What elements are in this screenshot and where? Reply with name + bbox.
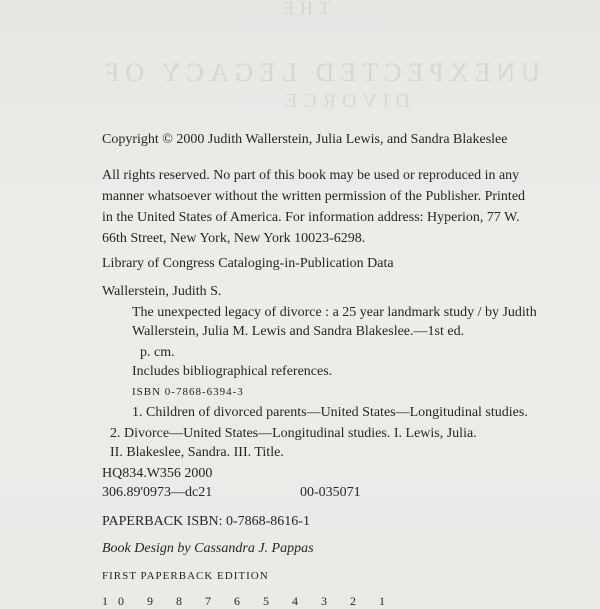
cip-author: Wallerstein, Judith S. — [102, 284, 222, 299]
rights-line-1: All rights reserved. No part of this book may be used or reproduced in any — [102, 168, 520, 183]
paperback-isbn: PAPERBACK ISBN: 0-7868-8616-1 — [102, 514, 310, 529]
printing-line: 10 9 8 7 6 5 4 3 2 1 — [102, 594, 395, 608]
copyright-line: Copyright © 2000 Judith Wallerstein, Julia Lewis, and Sandra Blakeslee — [102, 132, 508, 147]
bleed-line-1: THE — [277, 0, 330, 18]
cip-bibliography: Includes bibliographical references. — [132, 364, 333, 379]
cip-heading: Library of Congress Cataloging-in-Publication Data — [102, 256, 394, 271]
edition-statement: FIRST PAPERBACK EDITION — [102, 570, 269, 582]
bleed-line-2: UNEXPECTED LEGACY OF — [98, 58, 540, 87]
bleed-through-text — [40, 0, 560, 110]
bleed-line-3: DIVORCE — [279, 90, 410, 112]
cip-dewey: 306.89'0973—dc21 — [102, 485, 213, 500]
book-design-credit: Book Design by Cassandra J. Pappas — [102, 541, 314, 556]
cip-title-line-2: Wallerstein, Julia M. Lewis and Sandra Blakeslee.—1st ed. — [132, 324, 465, 339]
cip-lccn: 00-035071 — [300, 485, 361, 500]
cip-lc-class: HQ834.W356 2000 — [102, 466, 213, 481]
cip-subject-3: II. Blakeslee, Sandra. III. Title. — [110, 445, 284, 460]
cip-subject-2: 2. Divorce—United States—Longitudinal studies. I. Lewis, Julia. — [110, 426, 477, 441]
cip-title-line-1: The unexpected legacy of divorce : a 25 year landmark study / by Judith — [132, 305, 537, 320]
rights-line-4: 66th Street, New York, New York 10023-6298. — [102, 231, 366, 246]
cip-pages: p. cm. — [140, 345, 175, 360]
rights-line-3: in the United States of America. For information address: Hyperion, 77 W. — [102, 210, 520, 225]
cip-subject-1: 1. Children of divorced parents—United States—Longitudinal studies. — [132, 405, 528, 420]
rights-line-2: manner whatsoever without the written permission of the Publisher. Printed — [102, 189, 526, 204]
cip-isbn: ISBN 0-7868-6394-3 — [132, 386, 244, 398]
